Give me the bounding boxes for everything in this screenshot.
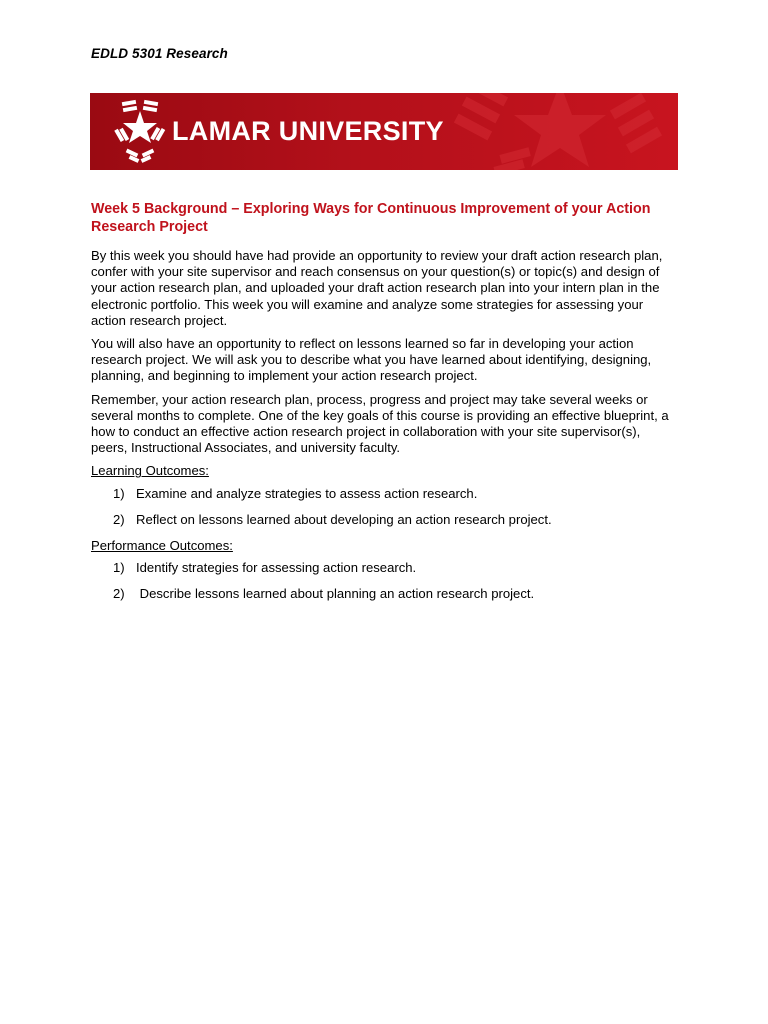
performance-outcomes-heading: Performance Outcomes: (91, 538, 233, 554)
list-item-text: Describe lessons learned about planning an action research project. (136, 586, 535, 602)
list-item (91, 586, 671, 602)
list-item (91, 560, 671, 576)
reflection-paragraph: You will also have an opportunity to reflect on lessons learned so far in developing your action research project. We will ask you to describe what you have learned about identifying, designing, planning, and beginning to implement your action research project. (91, 336, 652, 384)
document-body (91, 201, 671, 613)
performance-outcomes-list (91, 560, 671, 602)
intro-paragraph: By this week you should have had provide an opportunity to review your draft action research plan, confer with your site supervisor and reach consensus on your question(s) or topic(s) and design of your action research plan, and uploaded your draft action research plan into your intern plan in the electronic portfolio. This week you will examine and analyze some strategies for assessing your action research project. (91, 248, 663, 328)
list-item-text: Examine and analyze strategies to assess action research. (136, 485, 478, 501)
list-item (91, 486, 671, 502)
list-item-text: Identify strategies for assessing action research. (136, 560, 417, 576)
course-header: EDLD 5301 Research (91, 46, 228, 61)
page-title: Week 5 Background – Exploring Ways for Continuous Improvement of your Action Research Project (91, 201, 651, 235)
list-item-number: 2) (113, 586, 125, 602)
learning-outcomes-heading: Learning Outcomes: (91, 463, 209, 479)
list-item (91, 512, 671, 528)
list-item-number: 1) (113, 560, 125, 576)
university-banner (90, 93, 678, 170)
university-wordmark: LAMAR UNIVERSITY (172, 116, 444, 146)
learning-outcomes-list (91, 486, 671, 528)
list-item-number: 2) (113, 511, 125, 527)
lamar-star-logo-icon (112, 99, 168, 163)
list-item-number: 1) (113, 485, 125, 501)
reminder-paragraph: Remember, your action research plan, process, progress and project may take several weeks or several months to complete. One of the key goals of this course is providing an effective blueprint, a how to conduct an effective action research project in collaboration with your site supervisor(s), peers, Instructional Associates, and university faculty. (91, 391, 669, 456)
list-item-text: Reflect on lessons learned about developing an action research project. (136, 511, 552, 527)
